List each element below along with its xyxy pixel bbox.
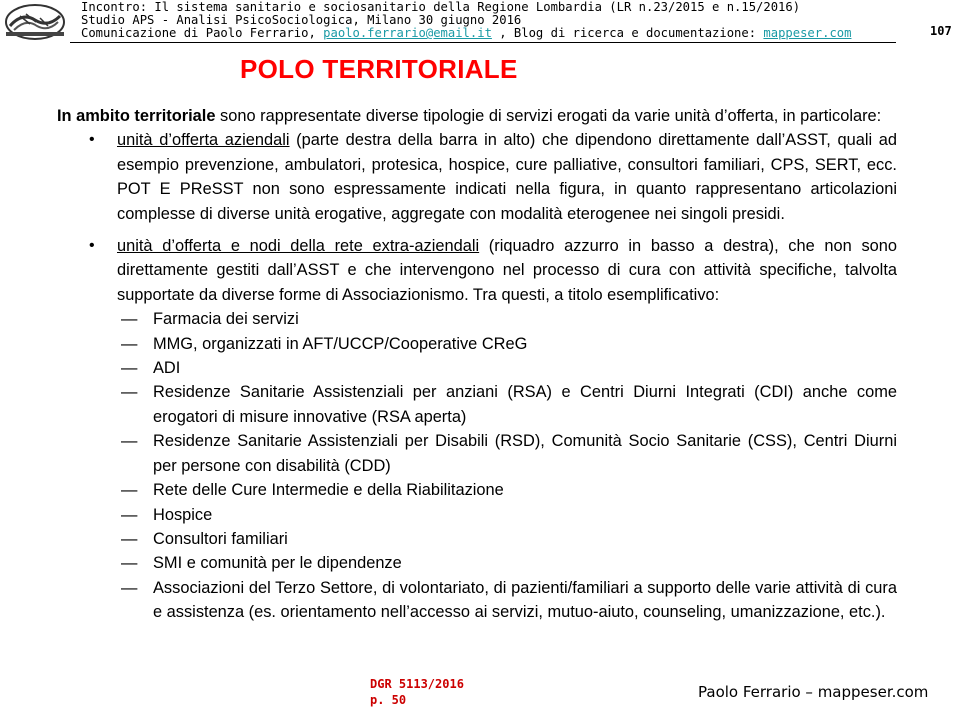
list-item: [57, 551, 897, 575]
intro-paragraph: [57, 104, 897, 128]
bullet-item-extra-aziendali: [57, 234, 897, 307]
list-item-text: Hospice: [153, 505, 213, 524]
bullet-dot-icon: •: [89, 131, 95, 149]
dash-list: [57, 307, 897, 624]
list-item: [57, 332, 897, 356]
bullet-underlined-term: unità d’offerta aziendali: [117, 131, 290, 150]
dash-mark: —: [121, 554, 138, 573]
dash-mark: —: [121, 359, 138, 378]
list-item-text: Rete delle Cure Intermedie e della Riabilitazione: [153, 481, 504, 500]
slide-title: POLO TERRITORIALE: [240, 54, 518, 84]
list-item-text: Residenze Sanitarie Assistenziali per anziani (RSA) e Centri Diurni Integrati (CDI) anche come erogatori di misure innovative (RSA aperta): [153, 383, 897, 426]
dash-mark: —: [121, 432, 138, 451]
list-item: [57, 307, 897, 331]
dash-mark: —: [121, 481, 138, 500]
handshake-logo-icon: [4, 2, 66, 42]
list-item-text: SMI e comunità per le dipendenze: [153, 554, 402, 573]
list-item: [57, 429, 897, 478]
source-reference: [370, 676, 464, 708]
source-dgr: DGR 5113/2016: [370, 677, 464, 691]
list-item-text: MMG, organizzati in AFT/UCCP/Cooperative CReG: [153, 334, 528, 353]
bullet-underlined-term: unità d’offerta e nodi della rete extra-aziendali: [117, 237, 480, 256]
header-event-line: Incontro: Il sistema sanitario e sociosanitario della Regione Lombardia (LR n.23/2015 e n.15/2016): [81, 0, 801, 14]
slide-body: [57, 104, 897, 625]
bullet-item-aziendali: [57, 128, 897, 226]
list-item-text: Farmacia dei servizi: [153, 310, 299, 329]
list-item: [57, 527, 897, 551]
bullet-list: [57, 128, 897, 307]
dash-mark: —: [121, 529, 138, 548]
list-item: [57, 356, 897, 380]
bullet-text: (riquadro azzurro in basso a destra), che non sono direttamente gestiti dall’ASST e che intervengono nel processo di cura con attività specifiche, talvolta supportate da diverse forme di Associazionismo. Tra questi, a titolo esemplificativo:: [117, 237, 897, 304]
list-item: [57, 503, 897, 527]
slide-header: [0, 0, 960, 46]
list-item: [57, 380, 897, 429]
header-communication-line: [81, 27, 851, 40]
dash-mark: —: [121, 505, 138, 524]
page-number: 107: [930, 24, 952, 38]
intro-text: sono rappresentate diverse tipologie di servizi erogati da varie unità d’offerta, in particolare:: [215, 107, 882, 125]
footer-credit: Paolo Ferrario – mappeser.com: [698, 683, 929, 701]
bullet-text: (parte destra della barra in alto) che dipendono direttamente dall’ASST, quali ad esempio prevenzione, ambulatori, protesica, hospice, cure palliative, consultori familiari, CPS, SERT, ecc. POT E PReSST non sono espressamente indicati nella figura, in quanto rappresentano articolazioni complesse di diverse unità erogative, aggregate con modalità eterogenee nei singoli presidi.: [117, 131, 897, 223]
header-blog-text: , Blog di ricerca e documentazione:: [491, 26, 764, 40]
header-author-text: Comunicazione di Paolo Ferrario,: [81, 26, 324, 40]
dash-mark: —: [121, 578, 138, 597]
dash-mark: —: [121, 383, 138, 402]
source-page: p. 50: [370, 693, 407, 707]
site-link[interactable]: mappeser.com: [763, 26, 852, 40]
bullet-dot-icon: •: [89, 237, 95, 255]
list-item: [57, 576, 897, 625]
list-item-text: Residenze Sanitarie Assistenziali per Disabili (RSD), Comunità Socio Sanitarie (CSS), Centri Diurni per persone con disabilità (CDD): [153, 432, 897, 475]
list-item-text: ADI: [153, 359, 181, 378]
dash-mark: —: [121, 334, 138, 353]
intro-bold-lead: In ambito territoriale: [57, 107, 216, 125]
list-item-text: Consultori familiari: [153, 529, 288, 548]
email-link[interactable]: paolo.ferrario@email.it: [323, 26, 492, 40]
header-studio-line: Studio APS - Analisi PsicoSociologica, Milano 30 giugno 2016: [81, 13, 522, 27]
list-item: [57, 478, 897, 502]
list-item-text: Associazioni del Terzo Settore, di volontariato, di pazienti/familiari a supporto delle varie attività di cura e assistenza (es. orientamento nell’accesso ai servizi, mutuo-aiuto, counseling, umanizzazione, etc.).: [153, 578, 897, 622]
header-divider: [70, 42, 896, 43]
dash-mark: —: [121, 310, 138, 329]
